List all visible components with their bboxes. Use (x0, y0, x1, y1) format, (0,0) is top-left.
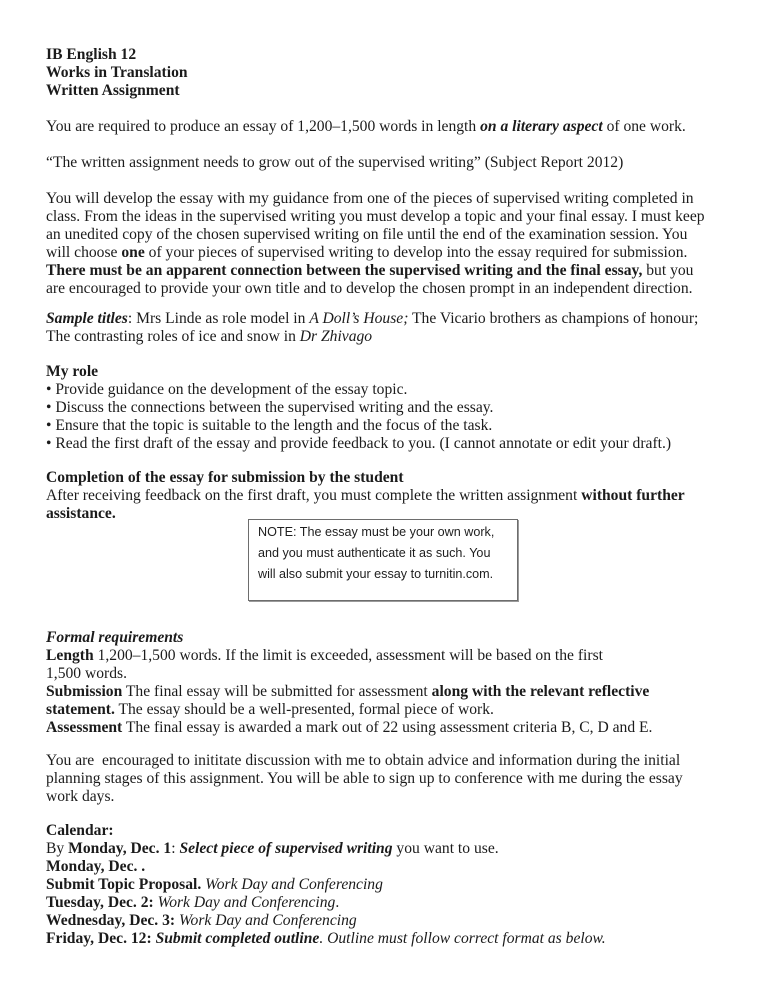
section-heading: Calendar: (46, 822, 114, 839)
unit-title: Works in Translation (46, 64, 188, 81)
calendar-date: Friday, Dec. 12: (46, 930, 156, 947)
assignment-title: Written Assignment (46, 82, 180, 99)
section-heading: Completion of the essay for submission by the student (46, 469, 404, 486)
my-role-section (46, 363, 671, 453)
requirement-label: Assessment (46, 719, 123, 736)
paragraph-line: planning stages of this assignment. You will be able to sign up to conference with me during the essay (46, 770, 683, 787)
subject-report-quote (46, 154, 623, 172)
calendar-row: Submit Topic Proposal. Work Day and Conferencing (46, 876, 383, 893)
intro-emphasis: on a literary aspect (480, 118, 603, 135)
calendar-row: Friday, Dec. 12: Submit completed outline. Outline must follow correct format as below. (46, 930, 606, 947)
intro-text-end: of one work. (602, 118, 686, 135)
note-box (248, 519, 518, 601)
calendar-date: Monday, Dec. 1 (68, 840, 172, 857)
completion-section: Completion of the essay for submission by the student After receiving feedback on the first draft, you must complete the written assignment without further assistance. (46, 469, 685, 522)
development-paragraph (46, 190, 705, 298)
work-title: Dr Zhivago (299, 328, 373, 345)
document-header (46, 46, 188, 100)
calendar-row: By Monday, Dec. 1: Select piece of supervised writing you want to use. (46, 840, 499, 857)
section-heading: Formal requirements (46, 629, 184, 646)
intro-text: You are required to produce an essay of 1,200–1,500 words in length (46, 118, 481, 135)
paragraph-line: You are encouraged to inititate discussion with me to obtain advice and information during the initial (46, 752, 681, 769)
paragraph-line: an unedited copy of the chosen supervised writing on file until the end of the examination session. You (46, 226, 688, 243)
paragraph-line: will choose one of your pieces of supervised writing to develop into the essay required for submission. (46, 244, 688, 261)
paragraph-line: class. From the ideas in the supervised writing you must develop a topic and your final essay. I must keep (46, 208, 705, 225)
paragraph-line: work days. (46, 788, 115, 805)
calendar-task: Submit Topic Proposal. (46, 876, 202, 893)
note-line: will also submit your essay to turnitin.com. (258, 567, 494, 581)
requirement-label: Submission (46, 683, 123, 700)
section-heading: My role (46, 363, 99, 380)
role-list-item: • Read the first draft of the essay and provide feedback to you. (I cannot annotate or edit your draft.) (46, 435, 672, 452)
calendar-task: Select piece of supervised writing (179, 840, 393, 857)
discussion-paragraph (46, 752, 683, 806)
formal-requirements-section: Formal requirements Length 1,200–1,500 words. If the limit is exceeded, assessment will be based on the first 1,500 words. Submission The final essay will be submitted for assessment along with the relevant reflective statement. The essay should be a well-presented, formal piece of work. Assessment The final essay is awarded a mark out of 22 using assessment criteria B, C, D and E. (46, 629, 653, 736)
paragraph-line: are encouraged to provide your own title and to develop the chosen prompt in an independent direction. (46, 280, 693, 297)
paragraph-line: You will develop the essay with my guidance from one of the pieces of supervised writing completed in (46, 190, 694, 207)
emphasis: without further (581, 487, 685, 504)
sample-titles: Sample titles: Mrs Linde as role model in A Doll’s House; The Vicario brothers as champions of honour; The contrasting roles of ice and snow in Dr Zhivago (46, 310, 699, 345)
calendar-date: Tuesday, Dec. 2: (46, 894, 154, 911)
emphasis-one: one (121, 244, 145, 261)
work-title: A Doll’s House; (309, 310, 409, 327)
calendar-date: Wednesday, Dec. 3: (46, 912, 176, 929)
role-list-item: • Discuss the connections between the supervised writing and the essay. (46, 399, 494, 416)
calendar-row: Tuesday, Dec. 2: Work Day and Conferencing. (46, 894, 340, 911)
calendar-row: Wednesday, Dec. 3: Work Day and Conferencing (46, 912, 357, 929)
quote-text: “The written assignment needs to grow out of the supervised writing” (Subject Report 2012) (46, 154, 624, 171)
calendar-row: Monday, Dec. . (46, 858, 146, 875)
emphasis: assistance. (46, 505, 116, 522)
requirement-text: 1,500 words. (46, 665, 127, 682)
intro-paragraph (46, 118, 686, 136)
note-line: NOTE: The essay must be your own work, (258, 525, 495, 539)
note-line: and you must authenticate it as such. You (258, 546, 491, 560)
role-list-item: • Provide guidance on the development of the essay topic. (46, 381, 408, 398)
course-title: IB English 12 (46, 46, 137, 63)
connection-requirement: There must be an apparent connection between the supervised writing and the final essay, (46, 262, 643, 279)
sample-titles-label: Sample titles (46, 310, 128, 327)
calendar-task: Submit completed outline (155, 930, 320, 947)
requirement-label: Length (46, 647, 94, 664)
role-list-item: • Ensure that the topic is suitable to the length and the focus of the task. (46, 417, 493, 434)
paragraph-line: There must be an apparent connection between the supervised writing and the final essay, but you (46, 262, 694, 279)
calendar-section (46, 822, 606, 948)
